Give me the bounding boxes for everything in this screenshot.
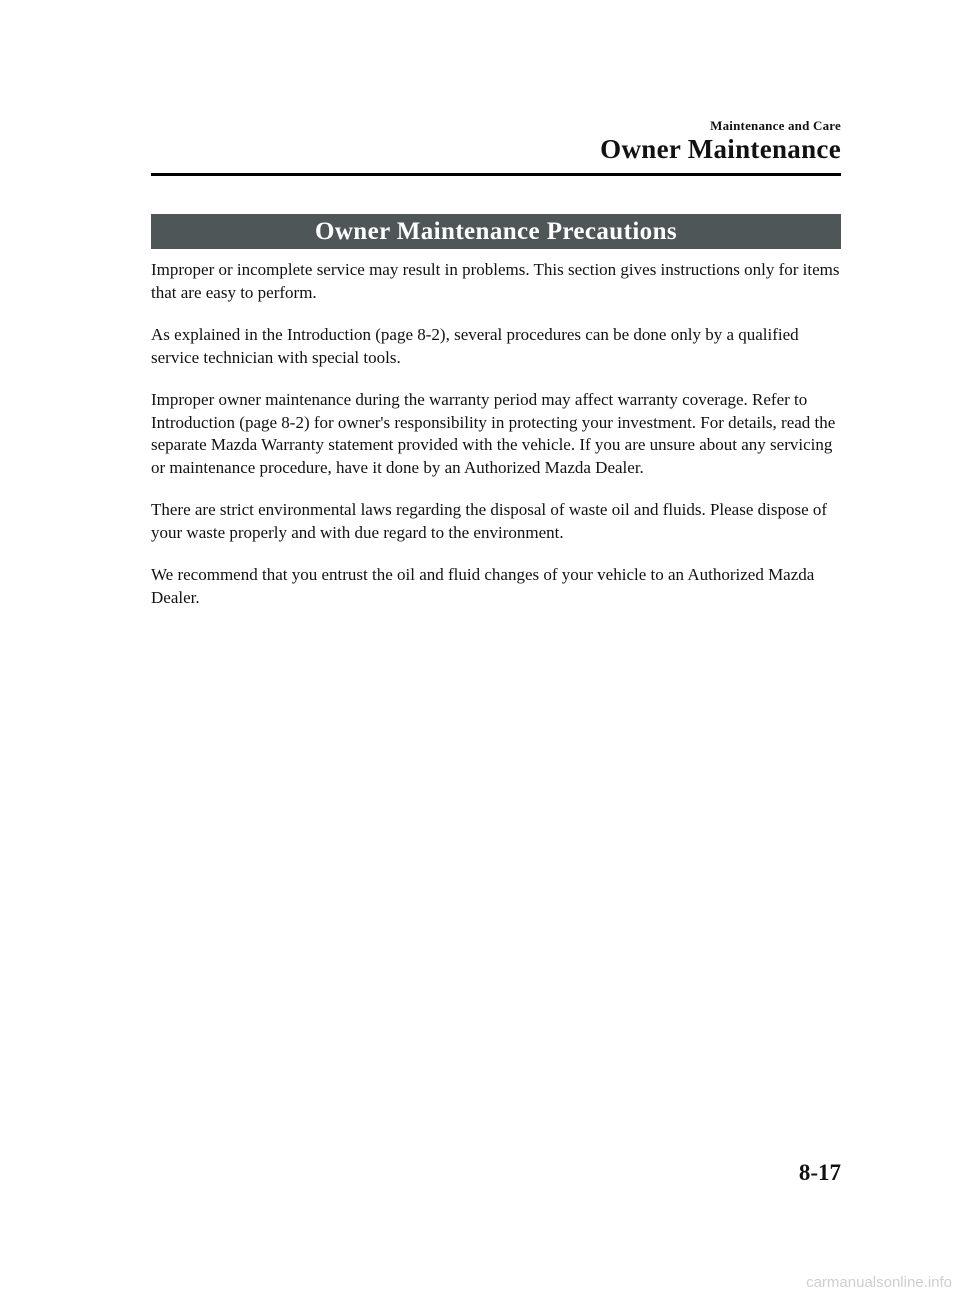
- banner-title: Owner Maintenance Precautions: [314, 217, 678, 245]
- paragraph: We recommend that you entrust the oil and fluid changes of your vehicle to an Authorized Mazda Dealer.: [151, 565, 815, 607]
- chapter-label: Maintenance and Care: [710, 118, 841, 133]
- watermark-text: carmanualsonline.info: [806, 1274, 952, 1291]
- section-title: Owner Maintenance: [600, 134, 841, 164]
- paragraph: As explained in the Introduction (page 8-2), several procedures can be done only by a qualified service technician with special tools.: [151, 325, 799, 367]
- page-number: 8-17: [798, 1160, 841, 1185]
- paragraph: There are strict environmental laws regarding the disposal of waste oil and fluids. Please dispose of your waste properly and with due regard to the environment.: [151, 500, 828, 542]
- paragraph: Improper or incomplete service may result in problems. This section gives instructions only for items that are easy to perform.: [151, 260, 840, 302]
- section-banner: [151, 214, 841, 249]
- body-content: [151, 259, 841, 629]
- header-divider: [151, 173, 841, 176]
- paragraph: Improper owner maintenance during the warranty period may affect warranty coverage. Refer to Introduction (page 8-2) for owner's responsibility in protecting your investment. For details, read the separate Mazda Warranty statement provided with the vehicle. If you are unsure about any servicing or maintenance procedure, have it done by an Authorized Mazda Dealer.: [151, 390, 836, 477]
